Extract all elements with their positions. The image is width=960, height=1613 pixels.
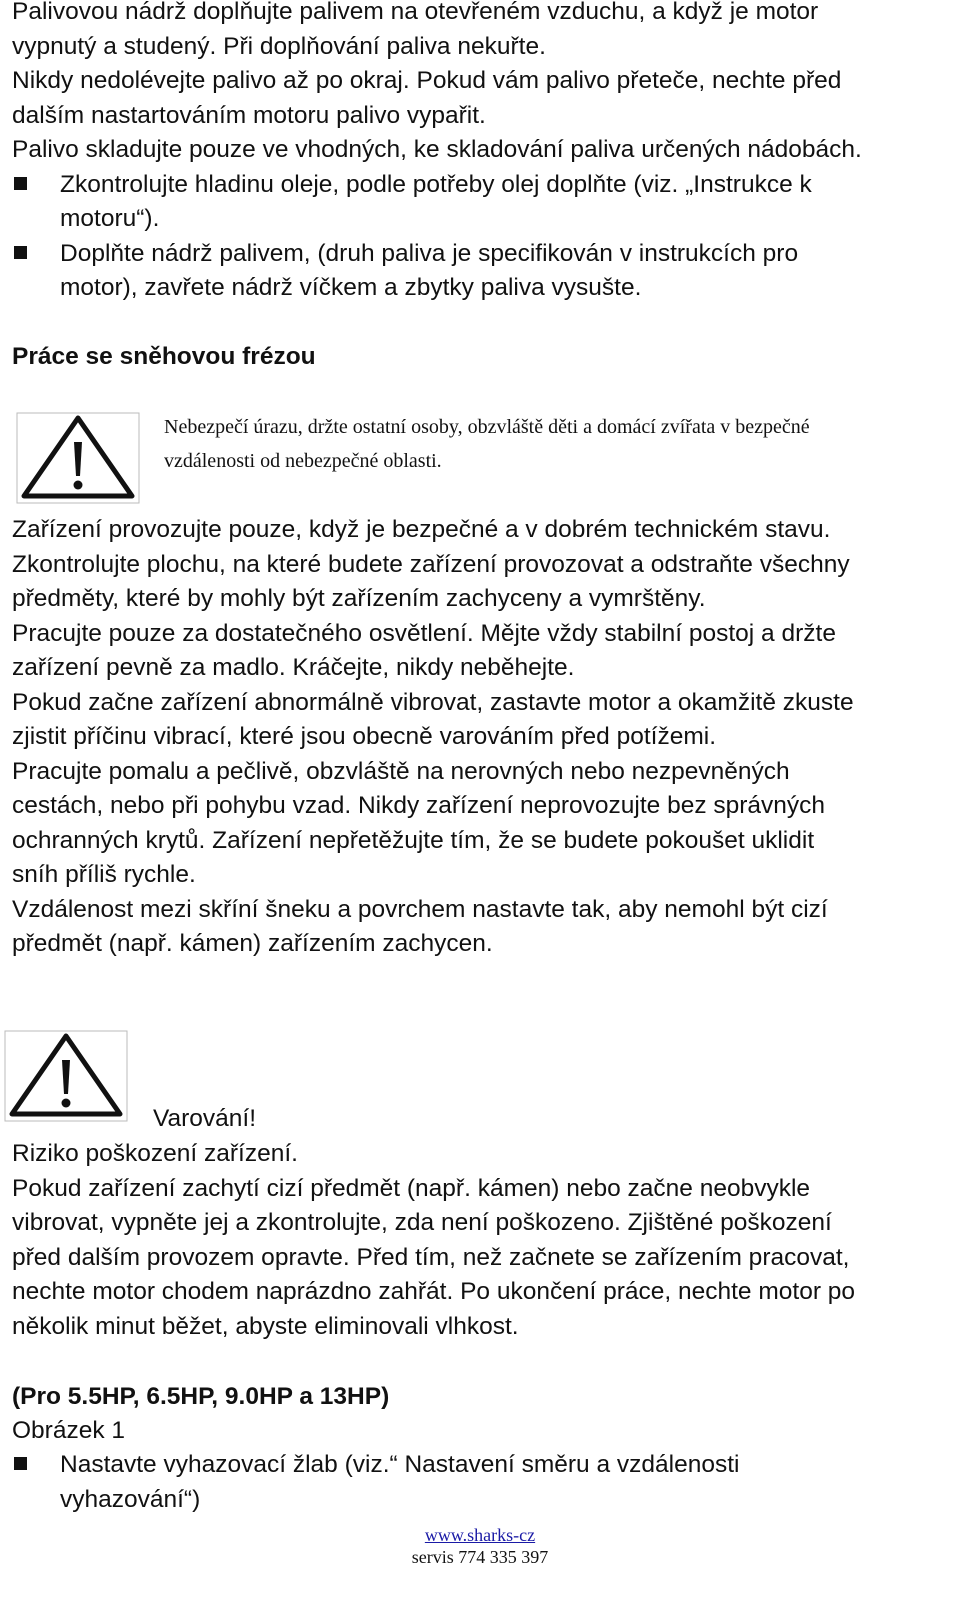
footer — [0, 1524, 960, 1568]
service-phone: servis 774 335 397 — [411, 1547, 549, 1567]
figure-label: Obrázek 1 — [12, 1417, 126, 1444]
bullet-text: motor), zavřete nádrž víčkem a zbytky paliva vysušte. — [60, 274, 642, 301]
text-line: ochranných krytů. Zařízení nepřetěžujte tím, že se budete pokoušet uklidit — [12, 826, 815, 854]
text-line: Palivo skladujte pouze ve vhodných, ke skladování paliva určených nádobách. — [12, 136, 862, 163]
text-line: Pracujte pomalu a pečlivě, obzvláště na nerovných nebo nezpevněných — [12, 757, 790, 785]
warning-note-line: vzdálenosti od nebezpečné oblasti. — [164, 450, 442, 472]
body-paragraph — [12, 513, 854, 962]
text-line: nechte motor chodem naprázdno zahřát. Po ukončení práce, nechte motor po — [12, 1278, 856, 1305]
bullet-text: motoru“). — [60, 205, 160, 232]
text-line: před dalším provozem opravte. Před tím, než začnete se zařízením pracovat, — [12, 1243, 850, 1271]
bullet-item — [12, 1448, 739, 1517]
bullet-item — [12, 237, 862, 306]
text-line: vypnutý a studený. Při doplňování paliva nekuřte. — [12, 32, 546, 60]
intro-paragraph — [12, 0, 862, 306]
website-link[interactable]: www.sharks-cz — [424, 1525, 536, 1545]
warning-title: Varování! — [153, 1105, 257, 1132]
bullet-text: Zkontrolujte hladinu oleje, podle potřeby olej doplňte (viz. „Instrukce k — [60, 170, 812, 198]
text-line: vibrovat, vypněte jej a zkontrolujte, zda není poškozeno. Zjištěné poškození — [12, 1209, 832, 1236]
bullet-text: Doplňte nádrž palivem, (druh paliva je specifikován v instrukcích pro — [60, 239, 799, 267]
text-line: několik minut běžet, abyste eliminovali vlhkost. — [12, 1312, 519, 1340]
bullet-square-icon — [14, 246, 27, 259]
text-line: dalším nastartováním motoru palivo vypařit. — [12, 101, 486, 129]
warning-paragraph — [12, 1137, 855, 1344]
text-line: Pokud začne zařízení abnormálně vibrovat, zastavte motor a okamžitě zkuste — [12, 688, 854, 716]
text-line: Zařízení provozujte pouze, když je bezpečné a v dobrém technickém stavu. — [12, 516, 831, 543]
text-line: zjistit příčinu vibrací, které jsou obecně varováním před potížemi. — [12, 723, 717, 750]
bullet-square-icon — [14, 177, 27, 190]
text-line: předměty, které by mohly být zařízením zachyceny a vymrštěny. — [12, 585, 706, 612]
models-heading: (Pro 5.5HP, 6.5HP, 9.0HP a 13HP) — [12, 1383, 390, 1410]
text-line: Riziko poškození zařízení. — [12, 1140, 298, 1167]
text-line: Vzdálenost mezi skříní šneku a povrchem nastavte tak, aby nemohl být cizí — [12, 895, 828, 923]
warning-triangle-icon — [16, 412, 140, 504]
text-line: předmět (např. kámen) zařízením zachycen. — [12, 930, 493, 957]
text-line: zařízení pevně za madlo. Kráčejte, nikdy neběhejte. — [12, 654, 575, 681]
text-line: Pokud zařízení zachytí cizí předmět (např. kámen) nebo začne neobvykle — [12, 1174, 811, 1202]
bullet-item — [12, 168, 862, 237]
section-heading: Práce se sněhovou frézou — [12, 343, 316, 370]
text-line: Zkontrolujte plochu, na které budete zařízení provozovat a odstraňte všechny — [12, 550, 850, 578]
text-line: Palivovou nádrž doplňujte palivem na otevřeném vzduchu, a když je motor — [12, 0, 819, 25]
text-line: Nikdy nedolévejte palivo až po okraj. Pokud vám palivo přeteče, nechte před — [12, 67, 842, 94]
text-line: Pracujte pouze za dostatečného osvětlení. Mějte vždy stabilní postoj a držte — [12, 619, 836, 647]
warning-note-line: Nebezpečí úrazu, držte ostatní osoby, obzvláště děti a domácí zvířata v bezpečné — [164, 416, 810, 438]
bullet-square-icon — [14, 1457, 27, 1470]
warning-note — [164, 410, 810, 478]
bullet-text: Nastavte vyhazovací žlab (viz.“ Nastavení směru a vzdálenosti — [60, 1451, 740, 1478]
bullet-text: vyhazování“) — [60, 1485, 201, 1513]
text-line: cestách, nebo při pohybu vzad. Nikdy zařízení neprovozujte bez správných — [12, 792, 826, 819]
warning-triangle-icon — [4, 1030, 128, 1122]
text-line: sníh příliš rychle. — [12, 861, 196, 888]
